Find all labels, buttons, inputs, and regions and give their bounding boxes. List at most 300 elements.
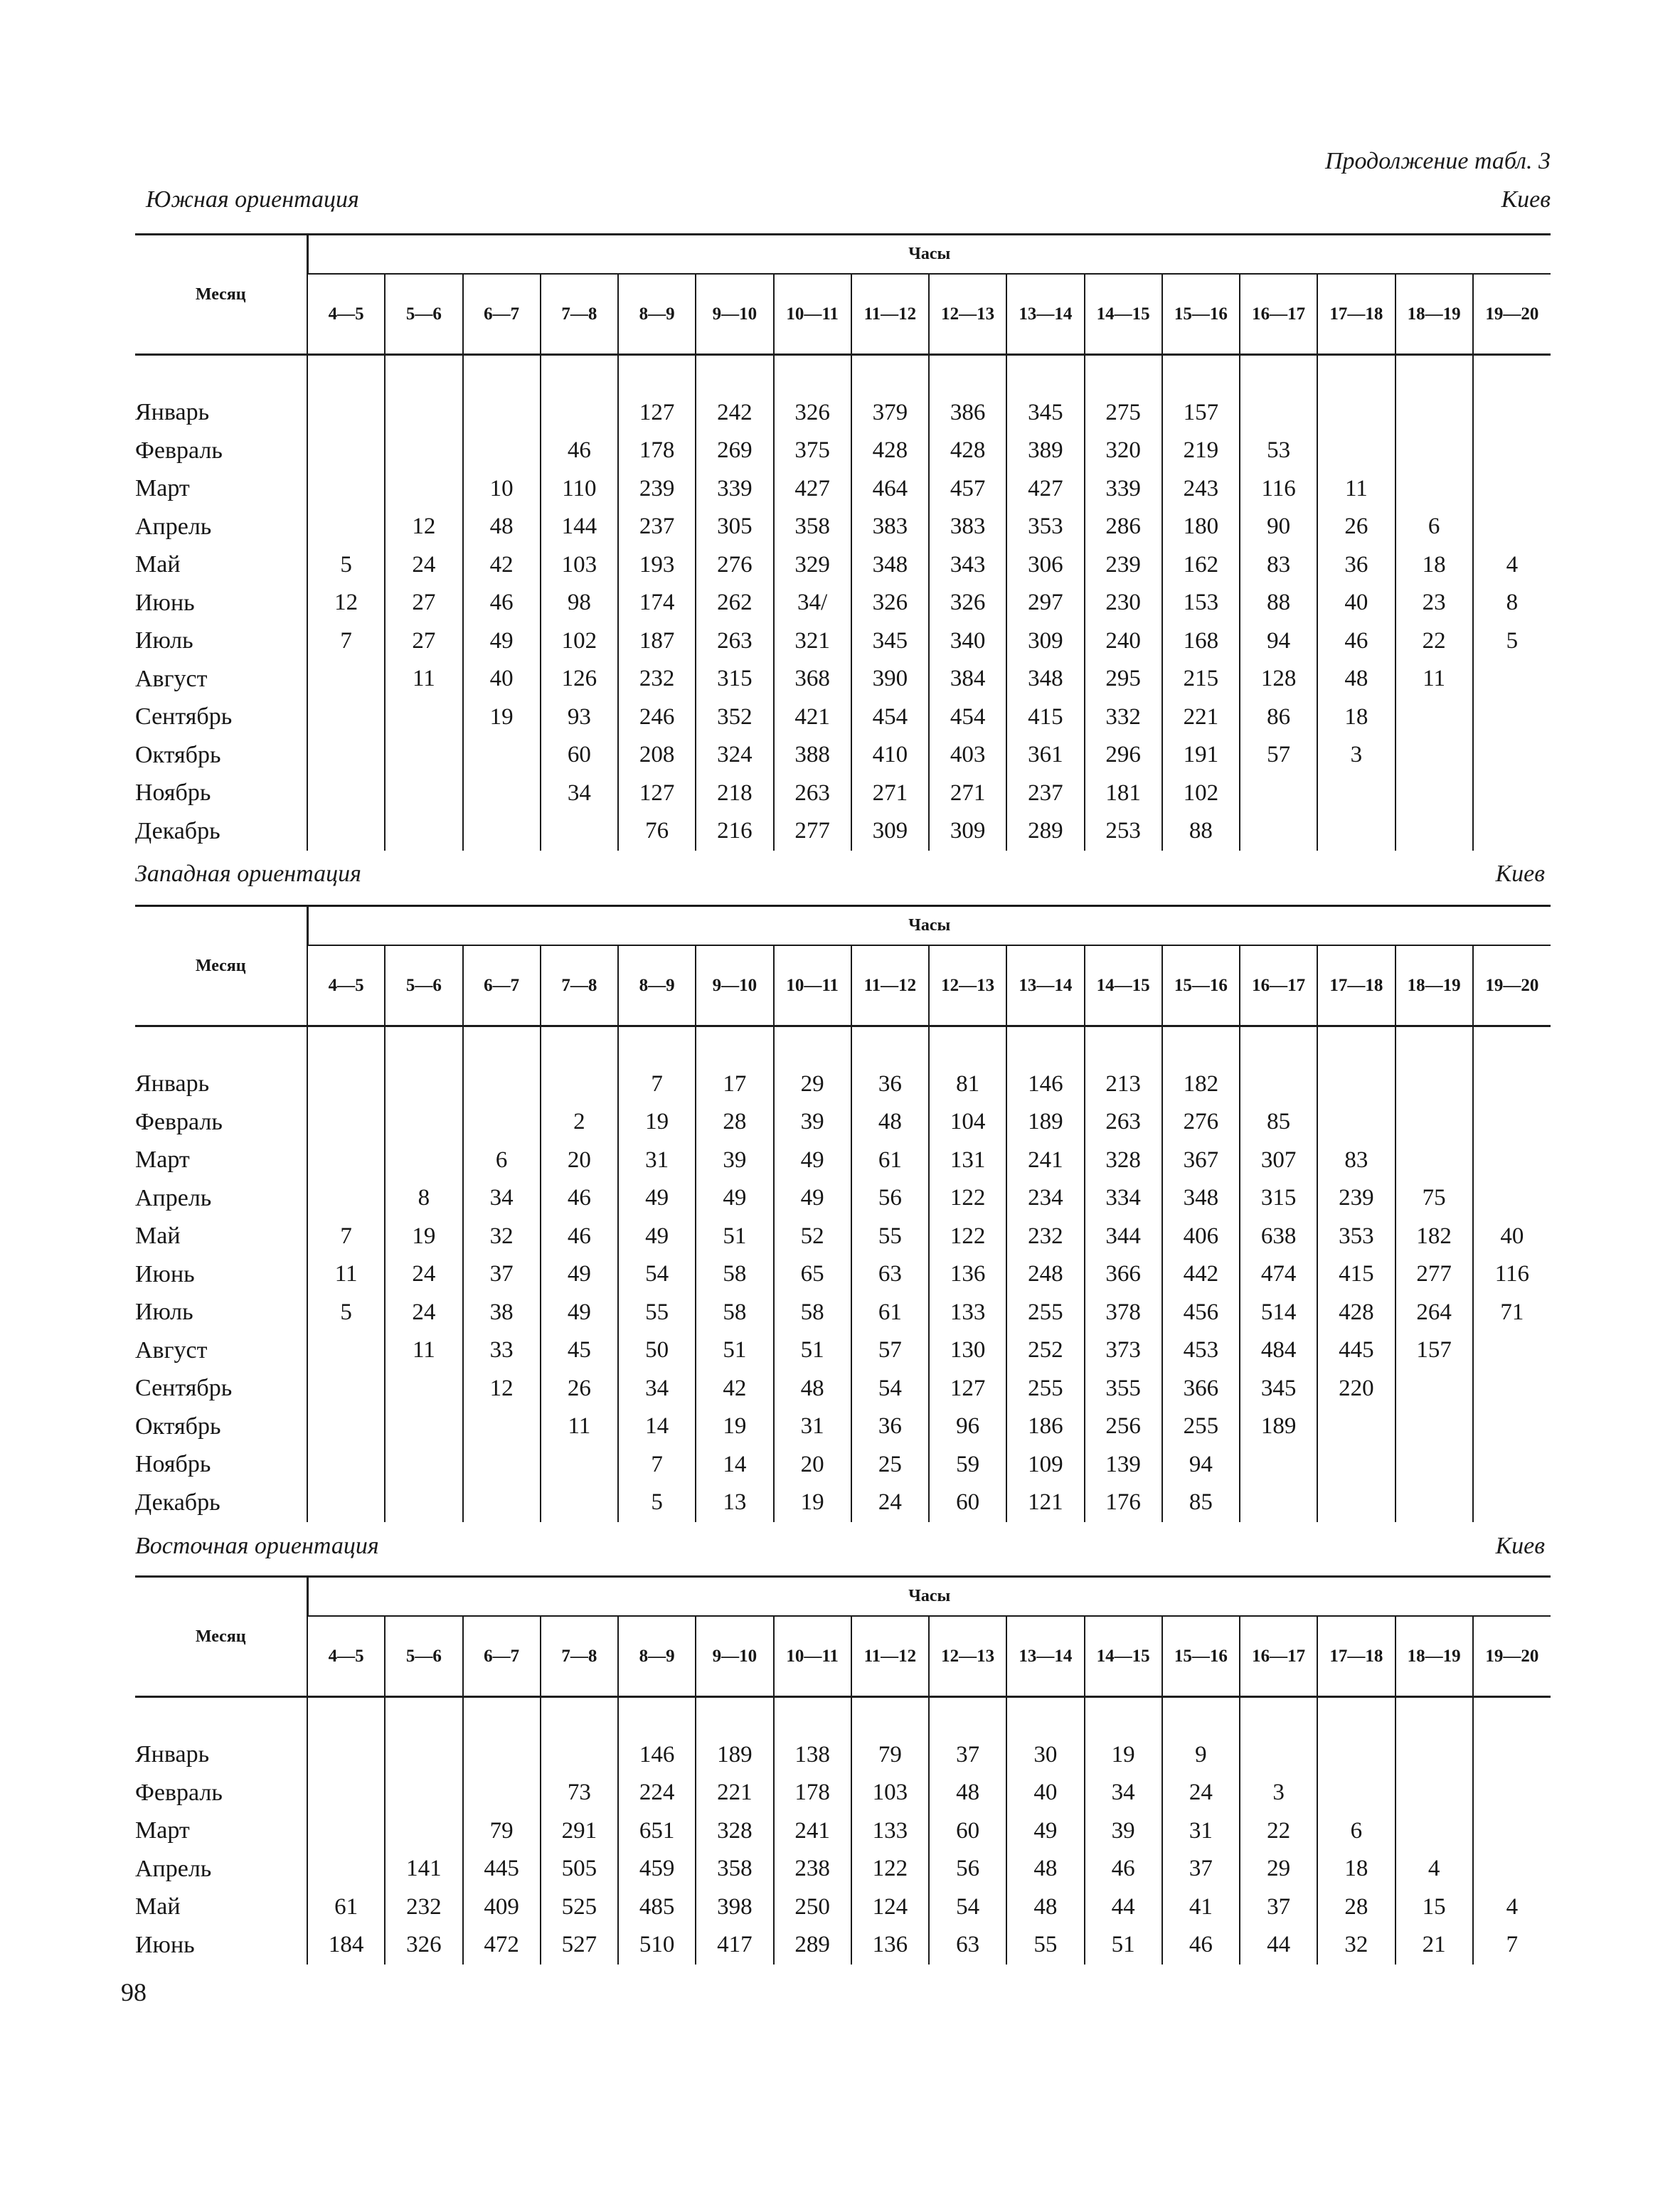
value-cell: 136 [929, 1255, 1006, 1294]
value-cell [1473, 470, 1551, 509]
value-cell [307, 698, 385, 737]
value-cell: 241 [774, 1812, 851, 1851]
value-cell [385, 1484, 462, 1522]
value-cell [1395, 1736, 1473, 1775]
month-cell: Декабрь [135, 817, 220, 844]
value-cell [1317, 1065, 1395, 1104]
page-number: 98 [121, 1978, 147, 2006]
value-cell: 55 [851, 1218, 929, 1256]
value-cell: 219 [1162, 432, 1240, 470]
spacer-cell [1085, 355, 1162, 394]
table-row [135, 775, 1551, 813]
value-cell [307, 736, 385, 775]
value-cell: 428 [1317, 1294, 1395, 1332]
value-cell: 651 [618, 1812, 696, 1851]
value-cell: 234 [1006, 1179, 1084, 1218]
value-cell: 366 [1162, 1370, 1240, 1408]
value-cell: 182 [1162, 1065, 1240, 1104]
value-cell: 28 [696, 1103, 773, 1142]
value-cell [385, 1065, 462, 1104]
hour-interval-header: 18—19 [1395, 945, 1473, 1026]
hour-interval-header: 13—14 [1006, 274, 1084, 354]
interval-row [135, 945, 1551, 1026]
section-city: Киев [1501, 186, 1551, 213]
value-cell: 116 [1473, 1255, 1551, 1294]
value-cell [463, 1446, 541, 1484]
value-cell: 45 [541, 1331, 618, 1370]
spacer-cell [385, 355, 462, 394]
table-row [135, 584, 1551, 622]
hour-interval-header: 8—9 [618, 274, 696, 354]
value-cell [307, 432, 385, 470]
value-cell: 525 [541, 1888, 618, 1927]
value-cell: 34 [1085, 1774, 1162, 1812]
value-cell [307, 1812, 385, 1851]
value-cell [463, 432, 541, 470]
spacer-row [135, 1697, 1551, 1736]
value-cell: 7 [307, 1218, 385, 1256]
value-cell: 79 [463, 1812, 541, 1851]
hour-interval-header: 12—13 [929, 274, 1006, 354]
value-cell: 38 [463, 1294, 541, 1332]
hour-interval-header: 5—6 [385, 274, 462, 354]
value-cell: 11 [1395, 660, 1473, 698]
value-cell: 421 [774, 698, 851, 737]
value-cell: 55 [1006, 1926, 1084, 1965]
value-cell [1473, 1065, 1551, 1104]
value-cell [1473, 1446, 1551, 1484]
value-cell: 332 [1085, 698, 1162, 737]
value-cell: 510 [618, 1926, 696, 1965]
value-cell: 263 [696, 622, 773, 661]
value-cell: 5 [307, 1294, 385, 1332]
value-cell: 116 [1240, 470, 1317, 509]
value-cell: 309 [851, 812, 929, 851]
value-cell: 49 [696, 1179, 773, 1218]
value-cell [1317, 394, 1395, 432]
value-cell: 18 [1317, 1850, 1395, 1888]
value-cell: 8 [385, 1179, 462, 1218]
spacer-cell [463, 355, 541, 394]
value-cell: 49 [618, 1218, 696, 1256]
value-cell: 76 [618, 812, 696, 851]
value-cell [385, 1142, 462, 1180]
month-cell: Март [135, 1147, 190, 1174]
value-cell: 19 [1085, 1736, 1162, 1775]
value-cell: 122 [929, 1218, 1006, 1256]
value-cell: 63 [929, 1926, 1006, 1965]
value-cell: 40 [1473, 1218, 1551, 1256]
value-cell [541, 394, 618, 432]
value-cell: 26 [1317, 508, 1395, 546]
value-cell: 32 [463, 1218, 541, 1256]
value-cell: 11 [541, 1408, 618, 1446]
value-cell: 71 [1473, 1294, 1551, 1332]
value-cell: 415 [1317, 1255, 1395, 1294]
value-cell: 124 [851, 1888, 929, 1927]
value-cell: 191 [1162, 736, 1240, 775]
value-cell: 63 [851, 1255, 929, 1294]
value-cell: 48 [929, 1774, 1006, 1812]
hour-interval-header: 8—9 [618, 945, 696, 1026]
value-cell: 102 [1162, 775, 1240, 813]
value-cell: 110 [541, 470, 618, 509]
value-cell: 22 [1395, 622, 1473, 661]
value-cell: 289 [1006, 812, 1084, 851]
value-cell: 375 [774, 432, 851, 470]
spacer-cell [541, 355, 618, 394]
value-cell: 133 [929, 1294, 1006, 1332]
hour-interval-header: 10—11 [774, 945, 851, 1026]
value-cell: 184 [307, 1926, 385, 1965]
value-cell: 14 [696, 1446, 773, 1484]
value-cell: 49 [541, 1255, 618, 1294]
table-section-west [135, 905, 1551, 1522]
value-cell: 37 [1240, 1888, 1317, 1927]
table-row [135, 660, 1551, 698]
value-cell: 456 [1162, 1294, 1240, 1332]
value-cell: 389 [1006, 432, 1084, 470]
value-cell: 49 [774, 1142, 851, 1180]
value-cell: 146 [1006, 1065, 1084, 1104]
value-cell: 409 [463, 1888, 541, 1927]
spacer-cell [135, 1697, 307, 1736]
hour-interval-header: 6—7 [463, 945, 541, 1026]
value-cell [1395, 1370, 1473, 1408]
value-cell: 186 [1006, 1408, 1084, 1446]
value-cell [463, 394, 541, 432]
value-cell: 81 [929, 1065, 1006, 1104]
value-cell [1240, 1484, 1317, 1522]
month-cell: Февраль [135, 1779, 223, 1806]
table-row [135, 1812, 1551, 1851]
hour-interval-header: 4—5 [307, 945, 385, 1026]
value-cell: 54 [851, 1370, 929, 1408]
spacer-cell [1473, 1697, 1551, 1736]
value-cell: 121 [1006, 1484, 1084, 1522]
value-cell: 3 [1317, 736, 1395, 775]
value-cell: 321 [774, 622, 851, 661]
spacer-cell [135, 355, 307, 394]
value-cell: 34 [463, 1179, 541, 1218]
value-cell: 315 [696, 660, 773, 698]
value-cell: 445 [463, 1850, 541, 1888]
spacer-cell [696, 1697, 773, 1736]
table-header [135, 906, 1551, 1026]
value-cell: 373 [1085, 1331, 1162, 1370]
value-cell [1473, 698, 1551, 737]
value-cell: 484 [1240, 1331, 1317, 1370]
value-cell: 102 [541, 622, 618, 661]
month-cell: Май [135, 551, 181, 578]
value-cell: 415 [1006, 698, 1084, 737]
value-cell: 406 [1162, 1218, 1240, 1256]
value-cell [1317, 1484, 1395, 1522]
value-cell: 39 [1085, 1812, 1162, 1851]
value-cell: 48 [851, 1103, 929, 1142]
value-cell: 403 [929, 736, 1006, 775]
value-cell: 358 [774, 508, 851, 546]
hour-interval-header: 5—6 [385, 945, 462, 1026]
value-cell: 104 [929, 1103, 1006, 1142]
value-cell [1473, 1331, 1551, 1370]
value-cell: 57 [851, 1331, 929, 1370]
hour-interval-header: 15—16 [1162, 274, 1240, 354]
value-cell: 315 [1240, 1179, 1317, 1218]
table-row [135, 1408, 1551, 1446]
value-cell: 46 [1317, 622, 1395, 661]
value-cell [1473, 1103, 1551, 1142]
value-cell: 213 [1085, 1065, 1162, 1104]
value-cell: 24 [851, 1484, 929, 1522]
value-cell: 61 [851, 1142, 929, 1180]
section-city: Киев [1495, 861, 1545, 887]
value-cell: 22 [1240, 1812, 1317, 1851]
value-cell: 386 [929, 394, 1006, 432]
value-cell [307, 508, 385, 546]
value-cell: 51 [696, 1331, 773, 1370]
section-title: Западная ориентация [135, 861, 361, 887]
value-cell: 32 [1317, 1926, 1395, 1965]
value-cell: 348 [1006, 660, 1084, 698]
value-cell: 263 [1085, 1103, 1162, 1142]
value-cell [1395, 1408, 1473, 1446]
hour-interval-header: 13—14 [1006, 945, 1084, 1026]
value-cell: 46 [463, 584, 541, 622]
value-cell: 189 [1240, 1408, 1317, 1446]
spacer-cell [541, 1026, 618, 1065]
month-cell: Май [135, 1223, 181, 1250]
value-cell [385, 432, 462, 470]
hour-interval-header: 13—14 [1006, 1616, 1084, 1696]
value-cell: 23 [1395, 584, 1473, 622]
spacer-cell [774, 1026, 851, 1065]
table-section-south [135, 233, 1551, 851]
value-cell: 42 [463, 546, 541, 585]
value-cell: 131 [929, 1142, 1006, 1180]
value-cell [307, 660, 385, 698]
value-cell: 379 [851, 394, 929, 432]
value-cell: 216 [696, 812, 773, 851]
value-cell: 398 [696, 1888, 773, 1927]
value-cell: 367 [1162, 1142, 1240, 1180]
value-cell [307, 1446, 385, 1484]
hour-interval-header: 17—18 [1317, 945, 1395, 1026]
value-cell: 182 [1395, 1218, 1473, 1256]
spacer-row [135, 1026, 1551, 1065]
table-row [135, 812, 1551, 851]
value-cell [307, 1065, 385, 1104]
value-cell: 17 [696, 1065, 773, 1104]
value-cell: 49 [1006, 1812, 1084, 1851]
spacer-cell [1395, 1697, 1473, 1736]
value-cell [463, 1774, 541, 1812]
value-cell: 103 [541, 546, 618, 585]
value-cell [1473, 1370, 1551, 1408]
value-cell: 326 [929, 584, 1006, 622]
value-cell [1395, 1446, 1473, 1484]
spacer-cell [385, 1697, 462, 1736]
value-cell: 271 [929, 775, 1006, 813]
hour-interval-header: 10—11 [774, 1616, 851, 1696]
month-cell: Октябрь [135, 1413, 221, 1440]
value-cell: 263 [774, 775, 851, 813]
value-cell: 464 [851, 470, 929, 509]
value-cell [385, 812, 462, 851]
value-cell: 65 [774, 1255, 851, 1294]
spacer-cell [1085, 1697, 1162, 1736]
value-cell: 215 [1162, 660, 1240, 698]
value-cell: 24 [385, 1294, 462, 1332]
value-cell: 11 [385, 1331, 462, 1370]
hour-interval-header: 15—16 [1162, 1616, 1240, 1696]
value-cell: 218 [696, 775, 773, 813]
spacer-cell [774, 355, 851, 394]
value-cell: 39 [774, 1103, 851, 1142]
value-cell: 139 [1085, 1446, 1162, 1484]
month-cell: Март [135, 475, 190, 502]
value-cell: 252 [1006, 1331, 1084, 1370]
spacer-cell [1240, 1697, 1317, 1736]
value-cell [307, 1179, 385, 1218]
value-cell [1240, 1065, 1317, 1104]
spacer-cell [463, 1697, 541, 1736]
value-cell: 130 [929, 1331, 1006, 1370]
hours-column-header: Часы [307, 1577, 1551, 1617]
value-cell: 309 [929, 812, 1006, 851]
value-cell: 410 [851, 736, 929, 775]
value-cell [1395, 432, 1473, 470]
hour-interval-header: 5—6 [385, 1616, 462, 1696]
value-cell [463, 775, 541, 813]
value-cell [1473, 1142, 1551, 1180]
value-cell [1473, 812, 1551, 851]
value-cell [1317, 1736, 1395, 1775]
value-cell [463, 736, 541, 775]
value-cell [1473, 1484, 1551, 1522]
month-cell: Июль [135, 1299, 193, 1326]
month-cell: Август [135, 1336, 208, 1363]
value-cell: 345 [851, 622, 929, 661]
spacer-cell [385, 1026, 462, 1065]
value-cell [307, 1736, 385, 1775]
value-cell: 162 [1162, 546, 1240, 585]
section-title: Восточная ориентация [135, 1533, 379, 1559]
value-cell: 56 [851, 1179, 929, 1218]
value-cell: 220 [1317, 1370, 1395, 1408]
value-cell: 37 [1162, 1850, 1240, 1888]
hour-interval-header: 4—5 [307, 274, 385, 354]
value-cell: 250 [774, 1888, 851, 1927]
value-cell [307, 775, 385, 813]
value-cell [1395, 812, 1473, 851]
value-cell: 221 [696, 1774, 773, 1812]
value-cell: 361 [1006, 736, 1084, 775]
value-cell: 239 [618, 470, 696, 509]
value-cell [307, 1774, 385, 1812]
hour-interval-header: 9—10 [696, 945, 773, 1026]
value-cell: 51 [1085, 1926, 1162, 1965]
value-cell: 178 [774, 1774, 851, 1812]
value-cell [1317, 1446, 1395, 1484]
value-cell: 383 [929, 508, 1006, 546]
value-cell: 459 [618, 1850, 696, 1888]
spacer-cell [135, 1026, 307, 1065]
table-row [135, 1926, 1551, 1965]
table-row [135, 470, 1551, 509]
month-column-header: Месяц [135, 906, 307, 1026]
value-cell: 256 [1085, 1408, 1162, 1446]
value-cell: 11 [385, 660, 462, 698]
value-cell: 4 [1395, 1850, 1473, 1888]
value-cell: 276 [696, 546, 773, 585]
data-table [135, 905, 1551, 1522]
month-cell: Июнь [135, 1260, 195, 1287]
value-cell: 253 [1085, 812, 1162, 851]
value-cell: 474 [1240, 1255, 1317, 1294]
value-cell: 457 [929, 470, 1006, 509]
value-cell: 109 [1006, 1446, 1084, 1484]
value-cell: 348 [851, 546, 929, 585]
value-cell: 383 [851, 508, 929, 546]
hour-interval-header: 14—15 [1085, 945, 1162, 1026]
value-cell: 57 [1240, 736, 1317, 775]
value-cell: 5 [1473, 622, 1551, 661]
hour-interval-header: 11—12 [851, 1616, 929, 1696]
value-cell [1395, 1774, 1473, 1812]
value-cell: 48 [1317, 660, 1395, 698]
spacer-cell [851, 1026, 929, 1065]
value-cell: 29 [774, 1065, 851, 1104]
value-cell [385, 1103, 462, 1142]
value-cell: 59 [929, 1446, 1006, 1484]
value-cell [1317, 1103, 1395, 1142]
value-cell: 238 [774, 1850, 851, 1888]
spacer-cell [1317, 355, 1395, 394]
value-cell: 36 [851, 1408, 929, 1446]
value-cell [541, 1736, 618, 1775]
hour-interval-header: 18—19 [1395, 274, 1473, 354]
value-cell [463, 1484, 541, 1522]
value-cell: 11 [1317, 470, 1395, 509]
value-cell: 352 [696, 698, 773, 737]
value-cell: 48 [774, 1370, 851, 1408]
value-cell: 12 [385, 508, 462, 546]
value-cell [463, 1408, 541, 1446]
table-header [135, 1577, 1551, 1697]
value-cell [385, 394, 462, 432]
value-cell: 445 [1317, 1331, 1395, 1370]
value-cell: 83 [1317, 1142, 1395, 1180]
value-cell: 36 [1317, 546, 1395, 585]
value-cell: 40 [1317, 584, 1395, 622]
spacer-cell [307, 1697, 385, 1736]
value-cell: 255 [1006, 1370, 1084, 1408]
value-cell [1395, 470, 1473, 509]
value-cell [1395, 698, 1473, 737]
hour-interval-header: 11—12 [851, 945, 929, 1026]
value-cell: 13 [696, 1484, 773, 1522]
value-cell: 85 [1240, 1103, 1317, 1142]
value-cell: 24 [1162, 1774, 1240, 1812]
value-cell: 60 [929, 1484, 1006, 1522]
value-cell: 60 [929, 1812, 1006, 1851]
spacer-cell [1395, 355, 1473, 394]
value-cell: 221 [1162, 698, 1240, 737]
value-cell [1395, 775, 1473, 813]
value-cell: 326 [385, 1926, 462, 1965]
month-cell: Октябрь [135, 741, 221, 768]
